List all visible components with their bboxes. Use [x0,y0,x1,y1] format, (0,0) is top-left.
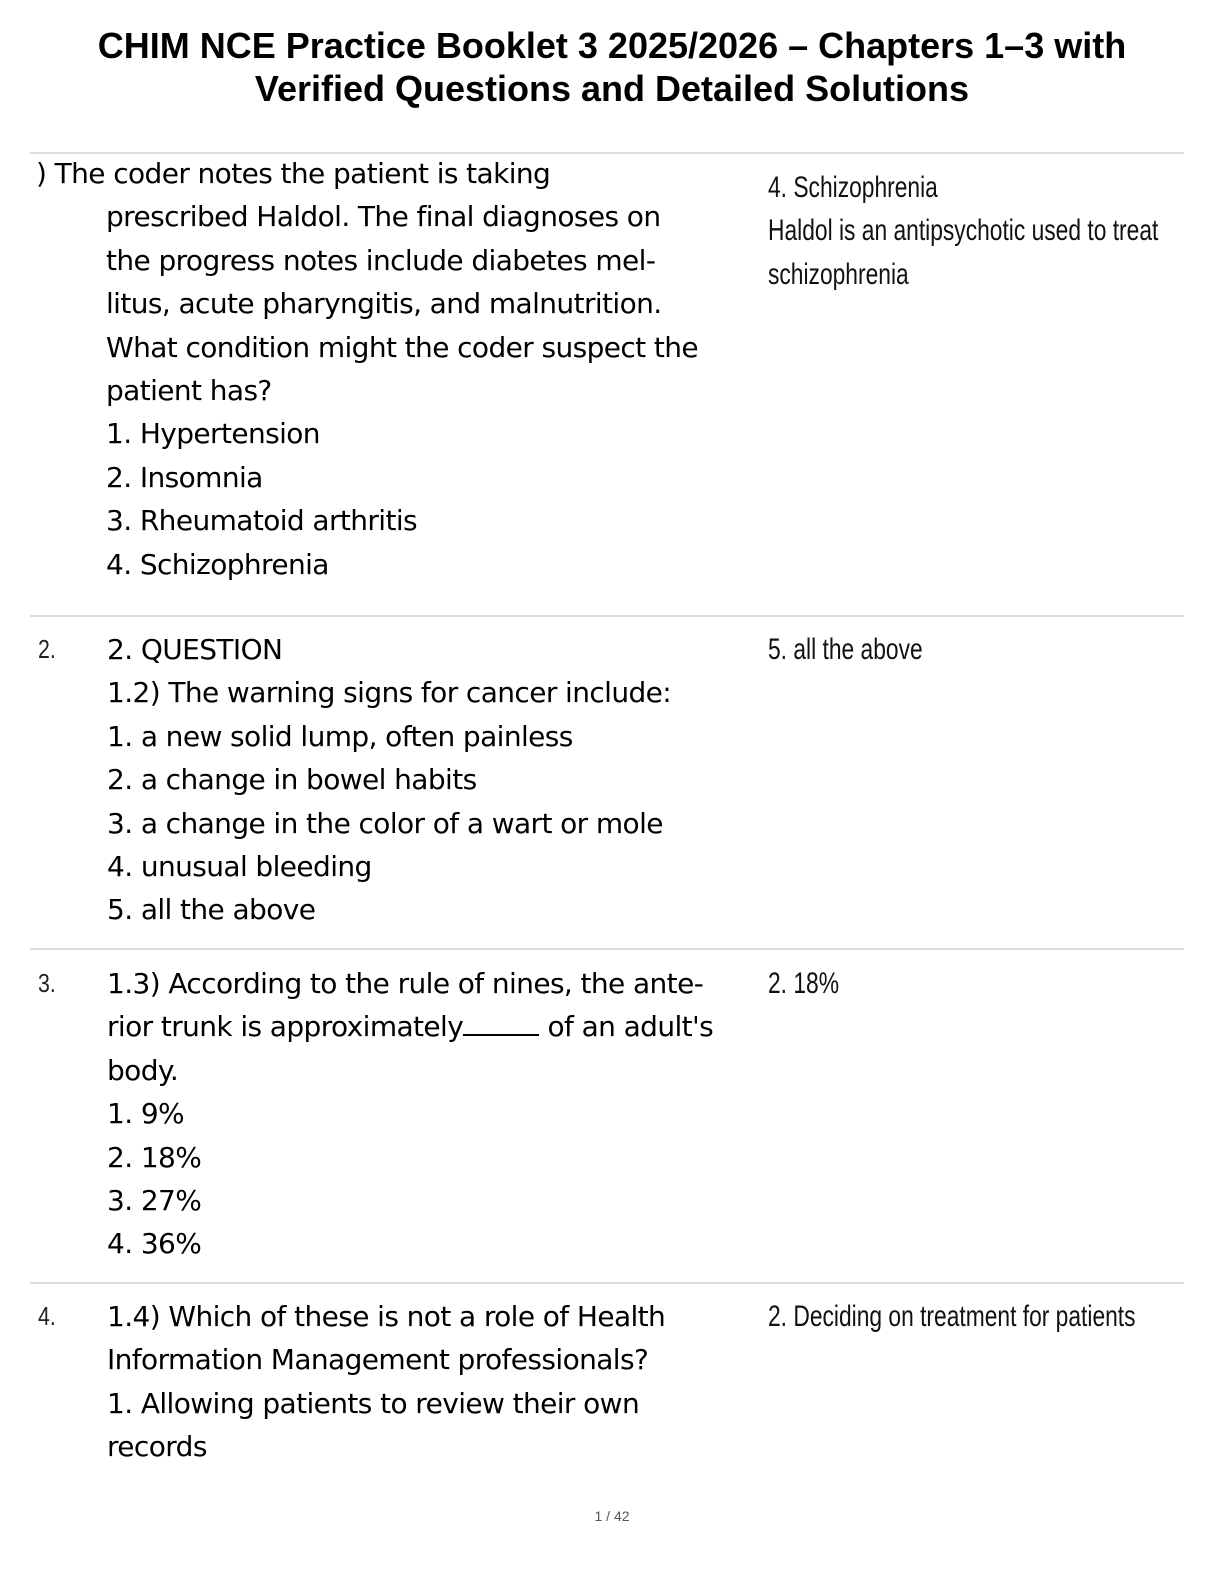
option-2: 2. a change in bowel habits [107,763,477,797]
option-3: 3. 27% [107,1184,202,1218]
fill-in-blank [463,1008,539,1036]
question-number: 3. [38,968,56,998]
option-1-continued: records [107,1430,207,1464]
option-4: 4. 36% [107,1227,202,1261]
option-4: 4. Schizophrenia [106,547,329,581]
document-title [0,24,1224,110]
answer-text [768,1295,1136,1338]
answer-line: 2. Deciding on treatment for patients [768,1300,1136,1333]
option-2: 2. 18% [107,1140,202,1174]
stem-line: Information Management professionals? [107,1343,649,1377]
stem-line: 1.2) The warning signs for cancer include: [107,676,672,710]
option-2: 2. Insomnia [106,460,263,494]
answer-text [768,962,1102,1005]
title-line-1: CHIM NCE Practice Booklet 3 2025/2026 – Chapters 1–3 with [97,25,1127,66]
stem-text: of an adult's [547,1010,714,1044]
option-3: 3. a change in the color of a wart or mole [107,806,663,840]
answer-line: 5. all the above [768,633,923,666]
stem-line: 1.4) Which of these is not a role of Health [107,1300,666,1333]
answer-line: Haldol is an antipsychotic used to treat [768,214,1159,248]
page-indicator: 1 / 42 [594,1508,630,1524]
stem-line: What condition might the coder suspect the [106,330,699,364]
stem-line: the progress notes include diabetes mel- [106,243,656,277]
question-stem [36,152,766,586]
option-1: 1. a new solid lump, often painless [107,719,573,753]
question-stem [107,962,767,1266]
stem-line: patient has? [106,374,272,408]
stem-line: litus, acute pharyngitis, and malnutrition. [106,287,662,321]
answer-line: schizophrenia [768,257,909,291]
option-3: 3. Rheumatoid arthritis [106,504,418,538]
question-number: 2. [38,634,56,664]
question-stem [107,628,767,932]
option-4: 4. unusual bleeding [107,850,372,884]
answer-text [768,628,1102,671]
divider [30,948,1184,950]
title-line-2: Verified Questions and Detailed Solutions [254,68,970,109]
option-1: 1. Allowing patients to review their own [107,1386,640,1420]
answer-line: 2. 18% [768,967,839,1000]
stem-line: 1.3) According to the rule of nines, the ante- [107,967,704,1000]
stem-line: ) The coder notes the patient is taking [36,157,551,190]
stem-line: body. [107,1053,179,1087]
stem-line: 2. QUESTION [107,633,283,666]
option-1: 1. 9% [107,1097,185,1131]
divider [30,615,1184,617]
option-5: 5. all the above [107,893,316,927]
question-number: 4. [38,1301,56,1331]
stem-text: rior trunk is approximately [107,1010,464,1044]
answer-text [768,166,1159,296]
stem-line [107,1005,767,1048]
divider [30,1282,1184,1284]
answer-line: 4. Schizophrenia [768,171,938,204]
option-1: 1. Hypertension [106,417,320,451]
stem-line: prescribed Haldol. The final diagnoses on [106,200,661,234]
question-stem [107,1295,767,1469]
